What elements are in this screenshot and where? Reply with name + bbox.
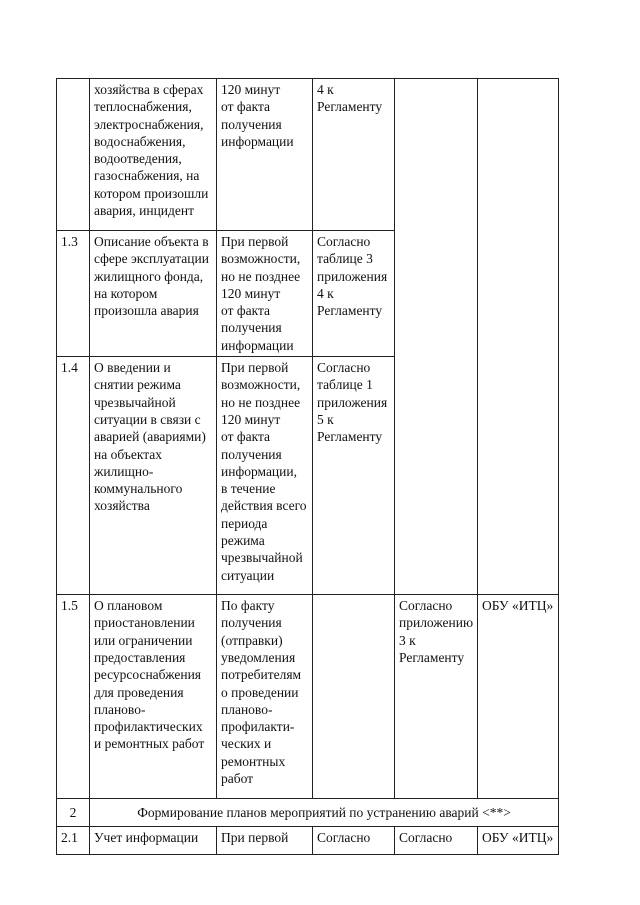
- cell-line: приложению: [399, 615, 474, 631]
- row-form: Согласно: [313, 827, 395, 855]
- cell-line: профилакти-: [221, 719, 295, 735]
- cell-line: информации: [221, 337, 294, 353]
- section-number: 2: [57, 799, 90, 827]
- section-title: Формирование планов мероприятий по устранению аварий <**>: [90, 799, 559, 827]
- cell-line: планово-: [221, 701, 273, 717]
- cell-line: работ: [221, 771, 254, 787]
- cell-line: но не позднее: [221, 394, 301, 410]
- row-term: [217, 595, 313, 799]
- cell-line: 4 к: [317, 285, 334, 301]
- cell-line: Регламенту: [399, 649, 465, 665]
- row-col5-merged: [395, 79, 478, 595]
- row-term: При первой: [217, 827, 313, 855]
- cell-line: сфере эксплуатации: [94, 251, 209, 267]
- cell-line: для проведения: [94, 684, 184, 700]
- cell-line: произошла авария: [94, 303, 199, 319]
- row-number: 1.3: [57, 231, 90, 357]
- cell-line: О плановом: [94, 598, 163, 614]
- cell-line: 120 минут: [221, 411, 281, 427]
- cell-line: информации,: [221, 463, 297, 479]
- cell-line: таблице 1: [317, 377, 373, 393]
- cell-line: При первой: [221, 360, 289, 376]
- cell-line: снятии режима: [94, 377, 181, 393]
- cell-line: на объектах: [94, 446, 163, 462]
- cell-line: возможности,: [221, 377, 301, 393]
- row-description: [90, 79, 217, 231]
- cell-line: ситуации: [221, 567, 275, 583]
- cell-line: водоотведения,: [94, 151, 182, 167]
- cell-line: чрезвычайной: [94, 394, 176, 410]
- table-row: [57, 595, 559, 799]
- cell-line: (отправки): [221, 632, 283, 648]
- row-term: [217, 79, 313, 231]
- row-col6: ОБУ «ИТЦ»: [478, 827, 559, 855]
- cell-line: возможности,: [221, 251, 301, 267]
- cell-line: ремонтных: [221, 753, 286, 769]
- table-row: [57, 827, 559, 855]
- cell-line: 3 к: [399, 632, 416, 648]
- cell-line: хозяйства в сферах: [94, 82, 204, 97]
- cell-line: Согласно: [317, 360, 371, 376]
- cell-line: газоснабжения, на: [94, 168, 200, 184]
- cell-line: По факту: [221, 598, 275, 614]
- cell-line: планово-: [94, 701, 146, 717]
- row-col5: Согласно: [395, 827, 478, 855]
- cell-line: 5 к: [317, 411, 334, 427]
- document-page: [56, 78, 559, 855]
- table-row: [57, 79, 559, 231]
- cell-line: Согласно: [399, 598, 453, 614]
- cell-line: от факта: [221, 429, 271, 445]
- row-description: [90, 231, 217, 357]
- cell-line: от факта: [221, 99, 271, 115]
- cell-line: теплоснабжения,: [94, 99, 192, 115]
- cell-line: 120 минут: [221, 285, 281, 301]
- row-form: [313, 79, 395, 231]
- row-description: Учет информации: [90, 827, 217, 855]
- cell-line: аварией (авариями): [94, 429, 206, 445]
- cell-line: действия всего: [221, 498, 307, 514]
- row-number: 1.4: [57, 357, 90, 595]
- row-number: 1.5: [57, 595, 90, 799]
- cell-line: ресурсоснабжения: [94, 667, 202, 683]
- cell-line: информации: [221, 133, 294, 149]
- cell-line: Описание объекта в: [94, 234, 209, 249]
- row-form: [313, 595, 395, 799]
- cell-line: уведомления: [221, 649, 296, 665]
- cell-line: Согласно: [317, 234, 371, 249]
- cell-line: получения: [221, 446, 282, 462]
- cell-line: ческих и: [221, 736, 272, 752]
- row-number: 2.1: [57, 827, 90, 855]
- cell-line: получения: [221, 320, 282, 336]
- cell-line: и ремонтных работ: [94, 736, 205, 752]
- row-description: [90, 357, 217, 595]
- row-col6-merged: [478, 79, 559, 595]
- row-form: [313, 357, 395, 595]
- cell-line: приложения: [317, 394, 388, 410]
- cell-line: чрезвычайной: [221, 550, 303, 566]
- cell-line: хозяйства: [94, 498, 150, 514]
- cell-line: коммунального: [94, 481, 183, 497]
- cell-line: о проведении: [221, 684, 299, 700]
- cell-line: на котором: [94, 285, 158, 301]
- cell-line: При первой: [221, 234, 289, 249]
- cell-line: получения: [221, 615, 282, 631]
- cell-line: таблице 3: [317, 251, 373, 267]
- cell-line: жилищного фонда,: [94, 268, 204, 284]
- row-col5: [395, 595, 478, 799]
- cell-line: Регламенту: [317, 429, 383, 445]
- cell-line: котором произошли: [94, 185, 209, 201]
- cell-line: или ограничении: [94, 632, 193, 648]
- cell-line: жилищно-: [94, 463, 154, 479]
- cell-line: Регламенту: [317, 303, 383, 319]
- cell-line: режима: [221, 533, 265, 549]
- cell-line: профилактических: [94, 719, 203, 735]
- row-col6: ОБУ «ИТЦ»: [478, 595, 559, 799]
- cell-line: авария, инцидент: [94, 203, 194, 219]
- section-row: [57, 799, 559, 827]
- row-form: [313, 231, 395, 357]
- cell-line: периода: [221, 515, 268, 531]
- regulation-table: [56, 78, 559, 855]
- row-term: [217, 357, 313, 595]
- cell-line: 4 к: [317, 82, 334, 97]
- cell-line: потребителям: [221, 667, 302, 683]
- cell-line: Регламенту: [317, 99, 383, 115]
- cell-line: предоставления: [94, 649, 186, 665]
- cell-line: ситуации в связи с: [94, 411, 201, 427]
- cell-line: приостановлении: [94, 615, 195, 631]
- cell-line: в течение: [221, 481, 276, 497]
- cell-line: но не позднее: [221, 268, 301, 284]
- row-number: [57, 79, 90, 231]
- row-description: [90, 595, 217, 799]
- cell-line: электроснабжения,: [94, 116, 204, 132]
- cell-line: водоснабжения,: [94, 133, 186, 149]
- cell-line: О введении и: [94, 360, 171, 376]
- cell-line: приложения: [317, 268, 388, 284]
- cell-line: получения: [221, 116, 282, 132]
- cell-line: 120 минут: [221, 82, 281, 97]
- cell-line: от факта: [221, 303, 271, 319]
- row-term: [217, 231, 313, 357]
